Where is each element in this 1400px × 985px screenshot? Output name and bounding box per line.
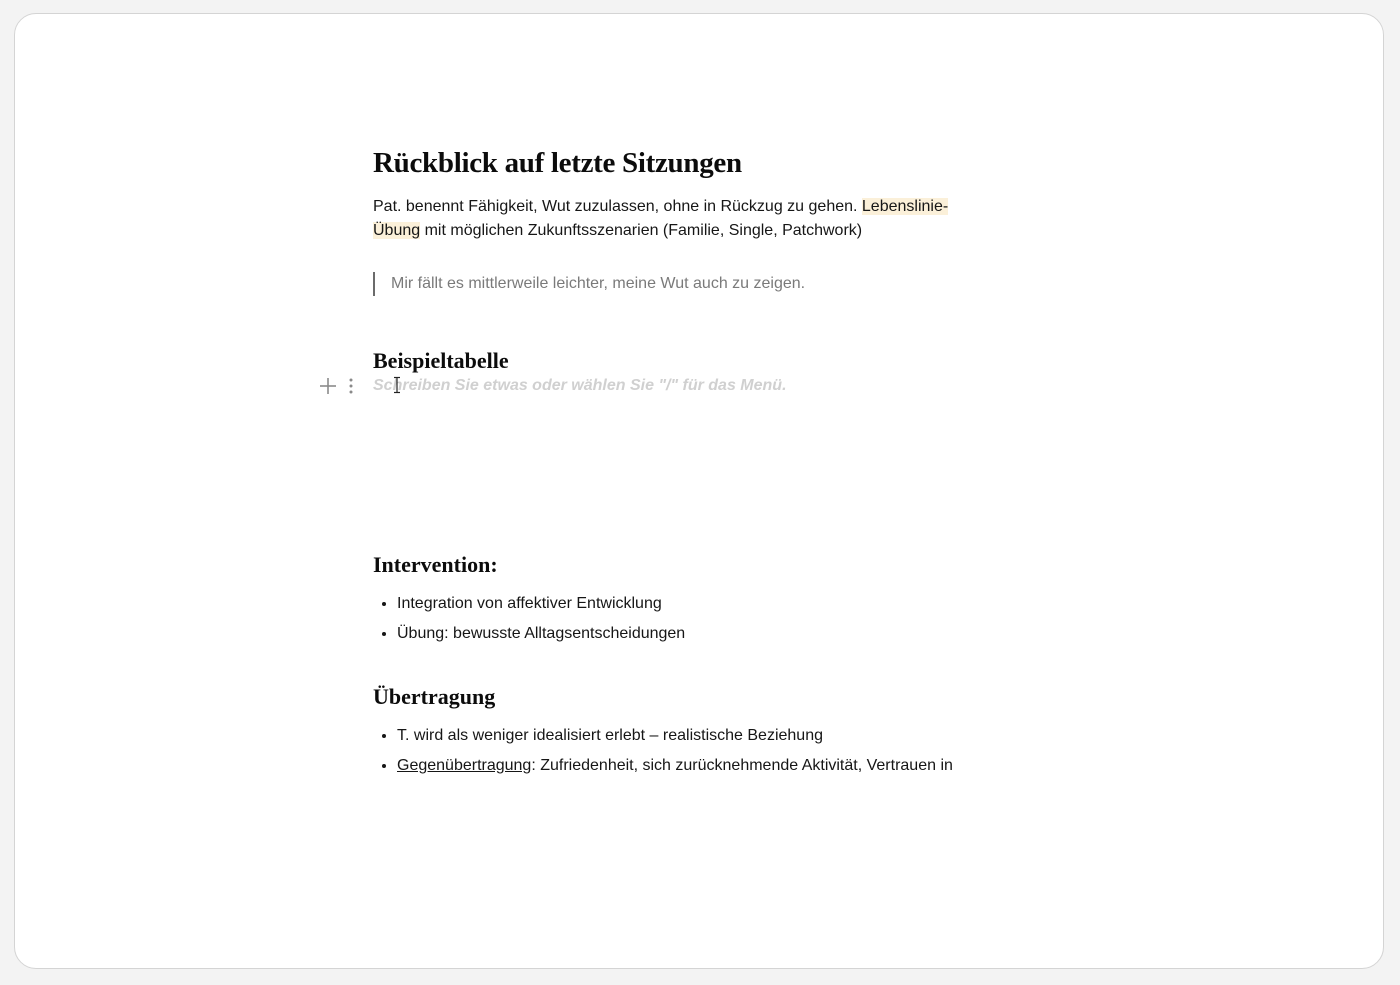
intervention-list [373, 592, 1037, 652]
heading-beispieltabelle[interactable]: Beispieltabelle [373, 348, 509, 373]
empty-block-placeholder[interactable]: Schreiben Sie etwas oder wählen Sie "/" für das Menü. [373, 377, 787, 394]
block-controls [319, 375, 363, 397]
heading-intervention[interactable]: Intervention: [373, 552, 498, 577]
blockquote[interactable]: Mir fällt es mittlerweile leichter, meine Wut auch zu zeigen. [373, 272, 805, 296]
list-item[interactable]: • Integration von affektiver Entwicklung [397, 592, 1037, 616]
summary-paragraph[interactable] [373, 195, 995, 243]
transfer-list [373, 724, 1037, 784]
vertical-dots-icon[interactable] [347, 377, 355, 395]
editor-frame [14, 13, 1384, 969]
countertransference-text: : Zufriedenheit, sich zurücknehmende Aktivität, Vertrauen in [531, 757, 953, 774]
paragraph-text-before: Pat. benennt Fähigkeit, Wut zuzulassen, ohne in Rückzug zu gehen. [373, 198, 862, 215]
list-item[interactable]: • Übung: bewusste Alltagsentscheidungen [397, 622, 1037, 646]
list-item[interactable] [397, 754, 1037, 778]
document-title[interactable]: Rückblick auf letzte Sitzungen [373, 147, 742, 179]
text-cursor-icon [393, 376, 401, 394]
plus-icon[interactable] [319, 377, 337, 395]
highlighted-text: Lebenslinie-Übung [373, 198, 949, 239]
countertransference-link[interactable]: Gegenübertragung [397, 757, 532, 774]
list-item[interactable]: • T. wird als weniger idealisiert erlebt – realistische Beziehung [397, 724, 1037, 748]
heading-uebertragung[interactable]: Übertragung [373, 684, 496, 709]
paragraph-text-after: mit möglichen Zukunftsszenarien (Familie, Single, Patchwork) [420, 222, 863, 239]
